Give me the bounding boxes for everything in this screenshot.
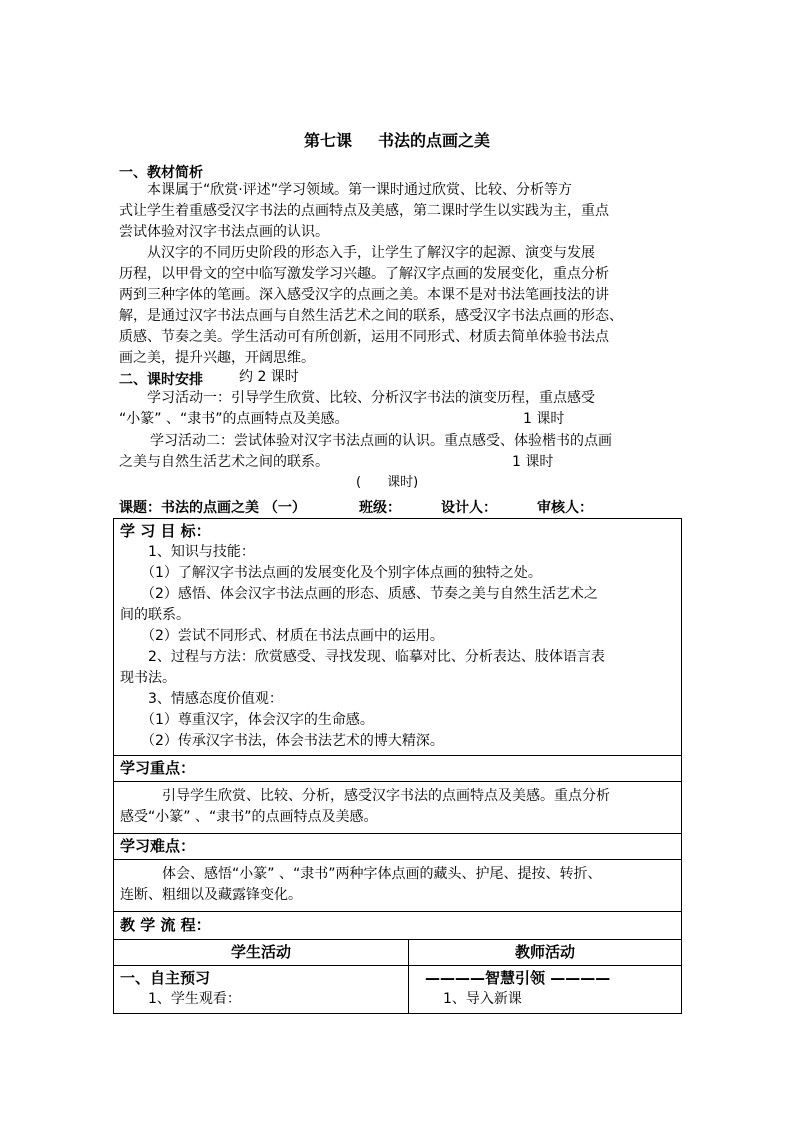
text-line: 解，是通过汉字书法点画与自然生活艺术之间的联系，感受汉字书法点画的形态、: [119, 308, 623, 324]
student-activity-cell: [114, 966, 409, 1014]
text-line: 画之美，提升兴趣，开阔思维。: [119, 350, 315, 366]
section1-para2: [119, 243, 623, 369]
teacher-activity-cell: [409, 966, 682, 1014]
lesson-plan-table: [113, 518, 682, 1014]
teacher-heading: ————智慧引领 ————: [425, 969, 611, 987]
section1-para1: [119, 180, 609, 243]
goal-line: （2）感悟、体会汉字书法点画的形态、质感、节奏之美与自然生活艺术之: [120, 586, 598, 602]
teacher-item: 1、导入新课: [415, 991, 522, 1007]
teacher-column-header: [409, 940, 682, 966]
key-line: 引导学生欣赏、比较、分析，感受汉字书法的点画特点及美感。重点分析: [120, 788, 610, 804]
goal-line: 3、情感态度价值观：: [120, 691, 283, 707]
text-line: 本课属于“欣赏·评述”学习领域。第一课时通过欣赏、比较、分析等方: [119, 182, 572, 198]
lesson-designer: 设计人：: [441, 500, 497, 516]
activity2-hours: 1 课时: [512, 454, 554, 470]
goal-line: （2）尝试不同形式、材质在书法点画中的运用。: [120, 628, 444, 644]
key-content-cell: [114, 782, 682, 834]
goal-line: 1、知识与技能：: [120, 544, 255, 560]
activity1-line1: 学习活动一：引导学生欣赏、比较、分析汉字书法的演变历程，重点感受: [147, 390, 595, 406]
goal-line: 2、过程与方法：欣赏感受、寻找发现、临摹对比、分析表达、肢体语言表: [120, 649, 605, 665]
goal-line: （2）传承汉字书法，体会书法艺术的博大精深。: [120, 733, 444, 749]
difficult-heading: 学习难点：: [120, 837, 196, 855]
lesson-line: [119, 497, 312, 517]
section2-hours: 约 2 课时: [239, 369, 299, 385]
section1-heading: 一、教材简析: [119, 165, 203, 181]
activity2-line1: 学习活动二：尝试体验对汉字书法点画的认识。重点感受、体验楷书的点画: [150, 433, 612, 449]
student-column-label: 学生活动: [230, 943, 291, 961]
lesson-reviewer: 审核人：: [537, 500, 593, 516]
difficult-line: 连断、粗细以及藏露锋变化。: [120, 887, 302, 903]
text-line: 历程，以甲骨文的空中临写激发学习兴趣。了解汉字点画的发展变化，重点分析: [119, 266, 609, 282]
goal-line: （1）尊重汉字，体会汉字的生命感。: [120, 712, 374, 728]
goal-line: 间的联系。: [120, 607, 190, 623]
activity2-line2: 之美与自然生活艺术之间的联系。: [119, 454, 329, 470]
page-title: [0, 128, 794, 151]
text-line: 式让学生着重感受汉字书法的点画特点及美感，第二课时学生以实践为主，重点: [119, 203, 609, 219]
lesson-topic: 课题：书法的点画之美 （一）: [119, 500, 306, 516]
difficult-content-cell: [114, 860, 682, 912]
text-line: 从汉字的不同历史阶段的形态入手，让学生了解汉字的起源、演变与发展: [119, 245, 595, 261]
activity1-hours: 1 课时: [523, 411, 565, 427]
flow-heading-cell: [114, 912, 682, 940]
goal-line: （1）了解汉字书法点画的发展变化及个别字体点画的独特之处。: [120, 565, 542, 581]
activity1-line2: “小篆” 、“隶书”的点画特点及美感。: [119, 411, 349, 427]
key-line: 感受“小篆” 、“隶书”的点画特点及美感。: [120, 809, 378, 825]
flow-heading: 教 学 流 程：: [120, 916, 211, 934]
student-item: 1、学生观看：: [120, 991, 241, 1007]
key-heading: 学习重点：: [120, 759, 196, 777]
text-line: 尝试体验对汉字书法点画的认识。: [119, 224, 329, 240]
title-lesson-name: 书法的点画之美: [378, 131, 491, 150]
section2-heading: 二、课时安排: [119, 372, 203, 388]
lesson-class: 班级：: [359, 500, 401, 516]
student-heading: 一、自主预习: [120, 969, 211, 987]
goals-heading: 学 习 目 标：: [120, 522, 211, 540]
goals-cell: [114, 519, 682, 756]
title-lesson-number: 第七课: [303, 131, 352, 150]
text-line: 质感、节奏之美。学生活动可有所创新，运用不同形式、材质去简单体验书法点: [119, 329, 609, 345]
period-note: ( 课时): [356, 475, 419, 490]
student-column-header: [114, 940, 409, 966]
key-heading-cell: [114, 756, 682, 782]
goal-line: 现书法。: [120, 670, 176, 686]
difficult-heading-cell: [114, 834, 682, 860]
text-line: 两到三种字体的笔画。深入感受汉字的点画之美。本课不是对书法笔画技法的讲: [119, 287, 609, 303]
teacher-column-label: 教师活动: [514, 943, 575, 961]
difficult-line: 体会、感悟“小篆” 、“隶书”两种字体点画的藏头、护尾、提按、转折、: [120, 866, 602, 882]
